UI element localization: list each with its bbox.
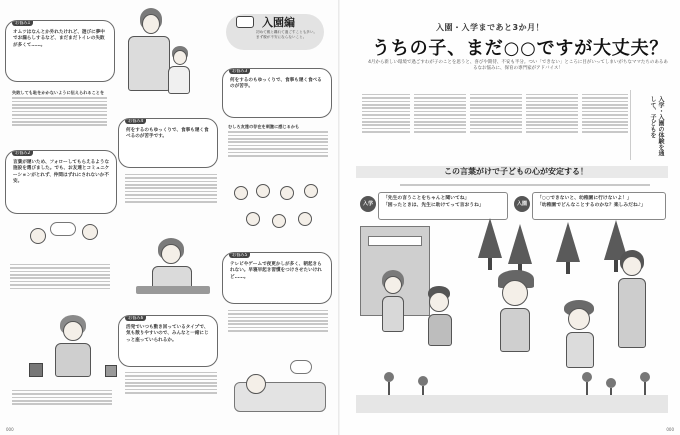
scene-adult bbox=[612, 250, 652, 370]
worry-tag-3: お悩み4 bbox=[125, 118, 146, 124]
kids-talking-illustration bbox=[20, 218, 120, 263]
answer-text-4 bbox=[125, 172, 217, 234]
article-kicker: 入園・入学まであと3か月！ bbox=[436, 23, 545, 32]
right-page-number: 000 bbox=[666, 427, 674, 432]
worry-text-2: 言葉が遅いため、フォローしてもらえるような施設を選びました。でも、お友達とコミュニケーションがとれず、仲間はずれにされないか不安。 bbox=[13, 160, 110, 185]
article-body-col-5 bbox=[582, 92, 628, 162]
scene-child-4 bbox=[560, 300, 600, 380]
article-title: うちの子、まだ○○ですが大丈夫？ bbox=[372, 38, 669, 59]
school-bag-icon bbox=[236, 16, 254, 28]
answer-heading-1: 失敗しても恥をかかないように伝えられることを bbox=[12, 90, 105, 95]
sleeping-kid-illustration bbox=[230, 360, 330, 420]
answer-text-5 bbox=[125, 370, 217, 422]
phrase-box-right-text: 「○○できないと、幼稚園に行けないよ！」 「幼稚園でどんなことするのかな？楽しみだね♪」 bbox=[537, 196, 646, 208]
highlight-banner-title: この言葉がけで子どもの心が安定する！ bbox=[444, 167, 588, 176]
worry-text-3: 何をするのもゆっくりで、食事も遅く食べるのが苦手です。 bbox=[126, 128, 209, 140]
phrase-box-left-text: 「先生の言うことをちゃんと聞いてね」 「困ったときは、先生に助けてって言おうね」 bbox=[383, 196, 484, 208]
flower-1 bbox=[384, 372, 394, 382]
worry-text-6: 活発でいつも動き回っているタイプで、気も散りやすいので、みんなと一緒にじっと座っていられるか。 bbox=[126, 325, 209, 343]
answer-text-2 bbox=[10, 262, 110, 312]
tree-1-trunk bbox=[488, 258, 492, 270]
section-intro bbox=[256, 30, 326, 52]
answer-text-3 bbox=[12, 388, 112, 422]
worry-text-5: テレビやゲームで夜更かしが多く、朝起きられない。早寝早起き習慣をつけさせたいけれど……。 bbox=[230, 262, 322, 280]
answer-text-7 bbox=[228, 308, 328, 358]
worry-bubble-4 bbox=[222, 68, 332, 118]
tree-3 bbox=[556, 222, 580, 262]
article-lead: 4月から新しい環境で過ごすわが子のことを思うと、喜びや期待、不安も半分。つい「できない」ところに目がいってしまいがちなママたちのあるあるなお悩みに、保育の専門家がアドバイス！ bbox=[368, 60, 668, 72]
answer-text-6 bbox=[228, 124, 328, 180]
flower-4 bbox=[606, 378, 616, 388]
side-strip bbox=[630, 90, 670, 160]
worry-tag-4: お悩み3 bbox=[229, 68, 250, 74]
kid-eating-illustration bbox=[128, 238, 218, 298]
scene-child-1 bbox=[378, 270, 408, 360]
phrase-box-right bbox=[532, 192, 666, 220]
worry-tag-2: お悩み2 bbox=[12, 150, 33, 156]
scene-child-3 bbox=[492, 270, 538, 370]
worry-bubble-6 bbox=[118, 315, 218, 367]
kids-group-illustration bbox=[228, 182, 328, 250]
article-body-col-1 bbox=[362, 92, 410, 162]
ground bbox=[356, 395, 668, 413]
scene-child-2 bbox=[422, 286, 456, 366]
good-phrase-tag: 入園 bbox=[514, 196, 530, 212]
worry-bubble-5 bbox=[222, 252, 332, 304]
bad-phrase-tag: 入学 bbox=[360, 196, 376, 212]
worry-tag-6: お悩み6 bbox=[125, 315, 146, 321]
intro-line-1: 初めて親と離れて過ごすことも多い。 bbox=[256, 30, 318, 34]
worry-bubble-2 bbox=[5, 150, 117, 214]
worry-bubble-1 bbox=[5, 20, 115, 82]
article-body-col-3 bbox=[470, 92, 522, 162]
flower-2 bbox=[418, 376, 428, 386]
tree-2 bbox=[508, 224, 532, 264]
intro-line-2: まず親が不安にならないこと。 bbox=[256, 35, 307, 39]
answer-heading-2: むしろ友達の存在を刺激に感じるかも bbox=[228, 124, 300, 129]
side-strip-text: 入学・入園の体験を通して、子どもを bbox=[649, 96, 664, 156]
worry-bubble-3 bbox=[118, 118, 218, 168]
worry-tag-1: お悩み1 bbox=[12, 20, 33, 26]
worry-text-4: 何をするのもゆっくりで、食事も遅く食べるのが苦手。 bbox=[230, 78, 322, 90]
tree-3-trunk bbox=[566, 262, 570, 274]
tree-1 bbox=[478, 218, 502, 258]
worry-text-1: オムツはなんとか外れたけれど、遊びに夢中でお漏らしするなど、まだまだトイレの失敗が多くて……。 bbox=[13, 30, 105, 48]
left-page-number: 000 bbox=[6, 427, 14, 432]
section-title: 入園編 bbox=[262, 16, 295, 29]
answer-text-1 bbox=[12, 90, 107, 152]
worry-tag-5: お悩み5 bbox=[229, 252, 250, 258]
school-window-row bbox=[368, 236, 422, 246]
flower-3 bbox=[582, 372, 592, 382]
article-body-col-4 bbox=[526, 92, 578, 162]
article-body-col-2 bbox=[414, 92, 466, 162]
mother-child-illustration bbox=[110, 6, 210, 111]
phrase-box-left bbox=[378, 192, 508, 220]
flower-5 bbox=[640, 372, 650, 382]
banner-subtext bbox=[400, 182, 650, 190]
